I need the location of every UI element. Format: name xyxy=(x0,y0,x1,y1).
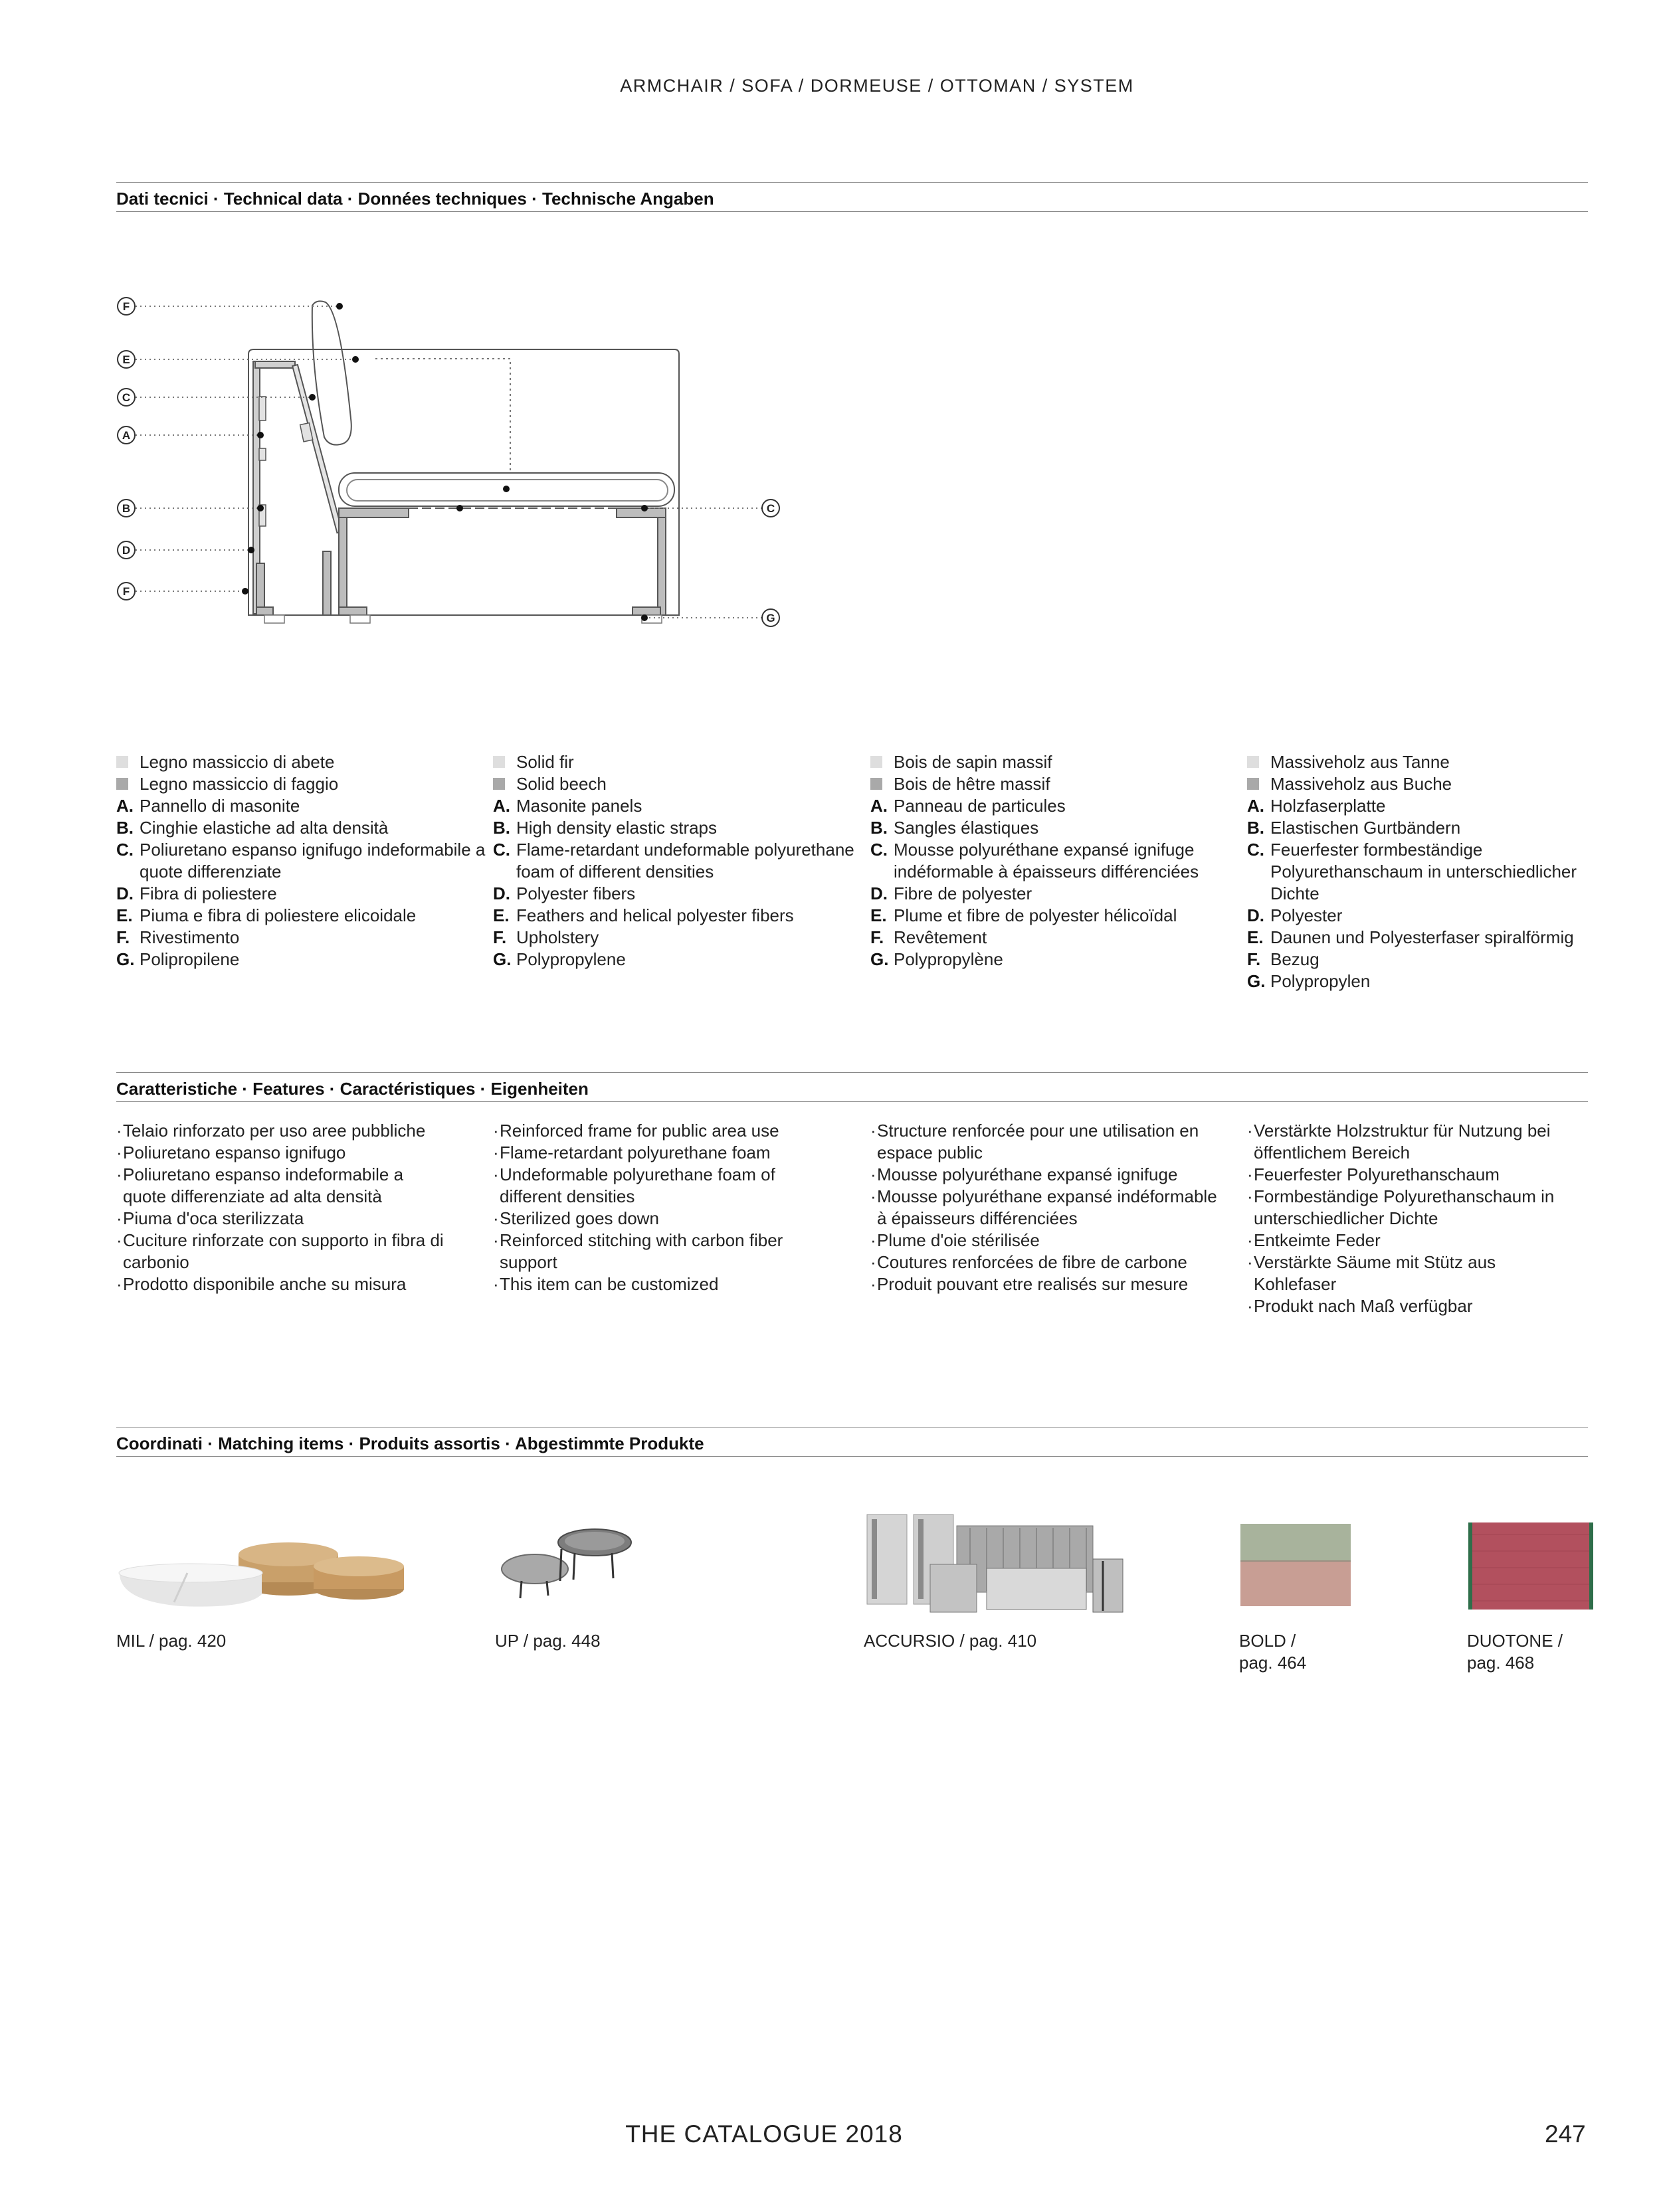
feature-item xyxy=(116,1208,448,1230)
legend-key: B. xyxy=(493,818,510,838)
legend-key: D. xyxy=(1247,905,1264,925)
bullet-icon: · xyxy=(493,1230,499,1250)
matching-item-bold[interactable] xyxy=(1239,1630,1306,1674)
feature-item xyxy=(870,1164,1229,1186)
material-swatch xyxy=(493,756,505,768)
matching-item-up[interactable]: UP / pag. 448 xyxy=(495,1631,601,1651)
material-swatch xyxy=(870,756,882,768)
legend-item xyxy=(116,839,488,883)
feature-text: Flame-retardant polyurethane foam xyxy=(500,1143,771,1162)
feature-text: Feuerfester Polyurethanschaum xyxy=(1254,1164,1500,1184)
legend-key: G. xyxy=(870,949,889,969)
legend-text: Daunen und Polyesterfaser spiralförmig xyxy=(1270,927,1574,947)
material-swatch xyxy=(116,756,128,768)
bullet-icon: · xyxy=(116,1121,122,1141)
legend-key: G. xyxy=(116,949,135,969)
bullet-icon: · xyxy=(870,1121,876,1141)
legend-key: G. xyxy=(493,949,512,969)
legend-item xyxy=(1247,905,1619,927)
legend-item xyxy=(1247,927,1619,949)
section-divider xyxy=(116,211,1588,212)
legend-key: A. xyxy=(493,796,510,816)
diagram-label-c2: C xyxy=(766,502,775,515)
legend-item xyxy=(116,927,488,949)
legend-key: D. xyxy=(116,883,134,903)
feature-item xyxy=(1247,1230,1579,1251)
legend-text: Feathers and helical polyester fibers xyxy=(516,905,794,925)
legend-text: Legno massiccio di abete xyxy=(140,752,335,772)
feature-text: Formbeständige Polyurethanschaum in unterschiedlicher Dichte xyxy=(1254,1186,1555,1228)
legend-item xyxy=(493,927,865,949)
technical-data-title: Dati tecnici · Technical data · Données techniques · Technische Angaben xyxy=(116,189,714,209)
diagram-label-e: E xyxy=(122,353,130,366)
feature-item xyxy=(1247,1120,1579,1164)
feature-item xyxy=(493,1208,825,1230)
bullet-icon: · xyxy=(493,1208,499,1228)
bullet-icon: · xyxy=(493,1274,499,1294)
feature-item xyxy=(116,1120,448,1142)
legend-item xyxy=(870,817,1242,839)
legend-item xyxy=(493,751,865,773)
legend-text: Plume et fibre de polyester hélicoïdal xyxy=(894,905,1177,925)
diagram-label-c: C xyxy=(122,391,131,404)
section-divider xyxy=(116,1072,1588,1073)
legend-item xyxy=(870,773,1242,795)
legend-key: G. xyxy=(1247,971,1266,991)
bullet-icon: · xyxy=(493,1164,499,1184)
legend-key: B. xyxy=(1247,818,1264,838)
legend-text: Pannello di masonite xyxy=(140,796,300,816)
legend-key: A. xyxy=(116,796,134,816)
material-swatch xyxy=(1247,778,1259,790)
legend-text: Legno massiccio di faggio xyxy=(140,774,339,794)
matching-items-title: Coordinati · Matching items · Produits assortis · Abgestimmte Produkte xyxy=(116,1433,704,1453)
feature-text: Prodotto disponibile anche su misura xyxy=(123,1274,407,1294)
feature-item xyxy=(870,1120,1229,1164)
legend-text: Polyester xyxy=(1270,905,1343,925)
product-image-mil[interactable] xyxy=(114,1528,427,1621)
legend-text: Poliuretano espanso ignifugo indeformabile a quote differenziate xyxy=(140,840,486,881)
legend-text: Flame-retardant undeformable polyurethane foam of different densities xyxy=(516,840,854,881)
legend-item xyxy=(1247,751,1619,773)
legend-column xyxy=(493,751,865,970)
legend-item xyxy=(870,751,1242,773)
legend-key: D. xyxy=(493,883,510,903)
matching-item-duotone-page: pag. 468 xyxy=(1467,1653,1535,1673)
feature-text: Entkeimte Feder xyxy=(1254,1230,1381,1250)
bullet-icon: · xyxy=(870,1252,876,1272)
feature-item xyxy=(870,1186,1229,1230)
legend-key: A. xyxy=(1247,796,1264,816)
section-divider xyxy=(116,182,1588,183)
feature-item xyxy=(116,1230,448,1273)
legend-item xyxy=(493,949,865,970)
feature-item xyxy=(493,1273,825,1295)
feature-text: Sterilized goes down xyxy=(500,1208,659,1228)
legend-column xyxy=(1247,751,1619,992)
feature-text: Reinforced stitching with carbon fiber support xyxy=(500,1230,783,1272)
legend-key: C. xyxy=(1247,840,1264,860)
legend-text: Solid beech xyxy=(516,774,607,794)
bullet-icon: · xyxy=(1247,1296,1253,1316)
feature-item xyxy=(493,1120,825,1142)
material-swatch xyxy=(116,778,128,790)
material-swatch xyxy=(493,778,505,790)
feature-item xyxy=(116,1164,448,1208)
legend-item xyxy=(116,773,488,795)
legend-item xyxy=(493,773,865,795)
bullet-icon: · xyxy=(1247,1121,1253,1141)
legend-key: E. xyxy=(870,905,887,925)
feature-item xyxy=(1247,1251,1579,1295)
legend-key: D. xyxy=(870,883,888,903)
legend-item xyxy=(493,795,865,817)
legend-item xyxy=(116,883,488,905)
legend-text: Rivestimento xyxy=(140,927,240,947)
legend-item xyxy=(493,883,865,905)
legend-text: Polypropylene xyxy=(516,949,626,969)
legend-text: Bois de hêtre massif xyxy=(894,774,1050,794)
legend-text: Polipropilene xyxy=(140,949,240,969)
material-swatch xyxy=(870,778,882,790)
legend-text: Piuma e fibra di poliestere elicoidale xyxy=(140,905,417,925)
features-title: Caratteristiche · Features · Caractéristiques · Eigenheiten xyxy=(116,1079,589,1099)
legend-text: Upholstery xyxy=(516,927,599,947)
diagram-label-f2: F xyxy=(122,585,130,598)
product-image-up[interactable] xyxy=(495,1521,641,1621)
legend-item xyxy=(870,949,1242,970)
legend-item xyxy=(1247,773,1619,795)
feature-text: Undeformable polyurethane foam of different densities xyxy=(500,1164,775,1206)
legend-text: Solid fir xyxy=(516,752,574,772)
legend-key: F. xyxy=(870,927,884,947)
matching-item-bold-page: pag. 464 xyxy=(1239,1653,1307,1673)
feature-text: Verstärkte Holzstruktur für Nutzung bei öffentlichem Bereich xyxy=(1254,1121,1551,1162)
legend-text: High density elastic straps xyxy=(516,818,718,838)
feature-text: Poliuretano espanso ignifugo xyxy=(123,1143,346,1162)
features-column xyxy=(1247,1120,1579,1317)
matching-item-duotone[interactable] xyxy=(1467,1630,1563,1674)
legend-column xyxy=(870,751,1242,970)
matching-item-mil[interactable]: MIL / pag. 420 xyxy=(116,1631,227,1651)
diagram-label-a: A xyxy=(122,429,131,442)
diagram-label-b: B xyxy=(122,502,131,515)
bullet-icon: · xyxy=(870,1164,876,1184)
legend-key: F. xyxy=(493,927,507,947)
feature-text: Coutures renforcées de fibre de carbone xyxy=(877,1252,1187,1272)
legend-text: Holzfaserplatte xyxy=(1270,796,1386,816)
legend-text: Sangles élastiques xyxy=(894,818,1039,838)
legend-text: Feuerfester formbeständige Polyurethanschaum in unterschiedlicher Dichte xyxy=(1270,840,1577,903)
legend-text: Revêtement xyxy=(894,927,987,947)
bullet-icon: · xyxy=(1247,1164,1253,1184)
legend-text: Bois de sapin massif xyxy=(894,752,1052,772)
bullet-icon: · xyxy=(870,1186,876,1206)
legend-item xyxy=(870,905,1242,927)
legend-key: E. xyxy=(116,905,133,925)
feature-text: Telaio rinforzato per uso aree pubbliche xyxy=(123,1121,426,1141)
legend-key: A. xyxy=(870,796,888,816)
bullet-icon: · xyxy=(116,1230,122,1250)
legend-key: C. xyxy=(870,840,888,860)
legend-key: E. xyxy=(1247,927,1264,947)
features-column xyxy=(870,1120,1229,1295)
legend-text: Panneau de particules xyxy=(894,796,1066,816)
product-image-accursio[interactable] xyxy=(864,1511,1136,1621)
feature-text: Reinforced frame for public area use xyxy=(500,1121,779,1141)
feature-text: Plume d'oie stérilisée xyxy=(877,1230,1040,1250)
legend-text: Polypropylène xyxy=(894,949,1003,969)
feature-text: Poliuretano espanso indeformabile a quote differenziate ad alta densità xyxy=(123,1164,404,1206)
bullet-icon: · xyxy=(116,1143,122,1162)
feature-text: Verstärkte Säume mit Stütz aus Kohlefaser xyxy=(1254,1252,1496,1294)
sofa-cross-section-diagram xyxy=(106,286,784,644)
feature-item xyxy=(1247,1164,1579,1186)
feature-text: Mousse polyuréthane expansé ignifuge xyxy=(877,1164,1178,1184)
features-column xyxy=(116,1120,448,1295)
legend-item xyxy=(1247,795,1619,817)
legend-text: Masonite panels xyxy=(516,796,642,816)
legend-item xyxy=(1247,949,1619,970)
feature-item xyxy=(116,1142,448,1164)
legend-text: Massiveholz aus Tanne xyxy=(1270,752,1450,772)
footer-catalogue-title: THE CATALOGUE 2018 xyxy=(625,2120,903,2148)
legend-item xyxy=(493,905,865,927)
feature-item xyxy=(870,1273,1229,1295)
legend-item xyxy=(116,795,488,817)
legend-item xyxy=(870,795,1242,817)
bullet-icon: · xyxy=(116,1164,122,1184)
page-number: 247 xyxy=(1545,2120,1586,2148)
bullet-icon: · xyxy=(116,1274,122,1294)
feature-text: Piuma d'oca sterilizzata xyxy=(123,1208,304,1228)
section-divider xyxy=(116,1456,1588,1457)
legend-item xyxy=(1247,970,1619,992)
feature-text: Structure renforcée pour une utilisation en espace public xyxy=(877,1121,1199,1162)
legend-item xyxy=(116,817,488,839)
legend-text: Cinghie elastiche ad alta densità xyxy=(140,818,389,838)
legend-item xyxy=(116,905,488,927)
matching-item-bold-name: BOLD / xyxy=(1239,1631,1296,1651)
legend-item xyxy=(116,949,488,970)
legend-item xyxy=(493,817,865,839)
legend-item xyxy=(116,751,488,773)
matching-item-accursio[interactable]: ACCURSIO / pag. 410 xyxy=(864,1631,1037,1651)
section-divider xyxy=(116,1101,1588,1102)
legend-text: Polypropylen xyxy=(1270,971,1371,991)
product-image-duotone[interactable] xyxy=(1467,1521,1595,1611)
bullet-icon: · xyxy=(493,1143,499,1162)
legend-text: Polyester fibers xyxy=(516,883,636,903)
legend-item xyxy=(1247,839,1619,905)
feature-item xyxy=(116,1273,448,1295)
page-header-category: ARMCHAIR / SOFA / DORMEUSE / OTTOMAN / SYSTEM xyxy=(620,76,1134,96)
legend-key: B. xyxy=(116,818,134,838)
bullet-icon: · xyxy=(1247,1252,1253,1272)
legend-text: Bezug xyxy=(1270,949,1319,969)
diagram-label-f: F xyxy=(122,300,130,313)
feature-item xyxy=(1247,1186,1579,1230)
bullet-icon: · xyxy=(870,1230,876,1250)
legend-text: Fibra di poliestere xyxy=(140,883,277,903)
legend-text: Fibre de polyester xyxy=(894,883,1032,903)
legend-key: E. xyxy=(493,905,510,925)
section-divider xyxy=(116,1427,1588,1428)
legend-key: C. xyxy=(116,840,134,860)
diagram-label-g: G xyxy=(766,612,775,624)
material-swatch xyxy=(1247,756,1259,768)
bullet-icon: · xyxy=(870,1274,876,1294)
legend-text: Mousse polyuréthane expansé ignifuge indéformable à épaisseurs différenciées xyxy=(894,840,1199,881)
legend-key: C. xyxy=(493,840,510,860)
feature-item xyxy=(1247,1295,1579,1317)
feature-item xyxy=(493,1230,825,1273)
feature-item xyxy=(493,1142,825,1164)
bullet-icon: · xyxy=(1247,1186,1253,1206)
legend-item xyxy=(870,927,1242,949)
feature-text: Produit pouvant etre realisés sur mesure xyxy=(877,1274,1189,1294)
legend-key: B. xyxy=(870,818,888,838)
feature-item xyxy=(870,1230,1229,1251)
legend-key: F. xyxy=(1247,949,1261,969)
bullet-icon: · xyxy=(116,1208,122,1228)
feature-item xyxy=(870,1251,1229,1273)
feature-item xyxy=(493,1164,825,1208)
legend-item xyxy=(493,839,865,883)
product-image-bold[interactable] xyxy=(1239,1522,1352,1609)
legend-item xyxy=(870,883,1242,905)
legend-column xyxy=(116,751,488,970)
legend-item xyxy=(870,839,1242,883)
feature-text: Mousse polyuréthane expansé indéformable à épaisseurs différenciées xyxy=(877,1186,1217,1228)
bullet-icon: · xyxy=(1247,1230,1253,1250)
legend-key: F. xyxy=(116,927,130,947)
diagram-label-d: D xyxy=(122,544,131,557)
legend-item xyxy=(1247,817,1619,839)
feature-text: Cuciture rinforzate con supporto in fibra di carbonio xyxy=(123,1230,444,1272)
feature-text: This item can be customized xyxy=(500,1274,719,1294)
bullet-icon: · xyxy=(493,1121,499,1141)
feature-text: Produkt nach Maß verfügbar xyxy=(1254,1296,1473,1316)
legend-text: Elastischen Gurtbändern xyxy=(1270,818,1461,838)
features-column xyxy=(493,1120,825,1295)
matching-item-duotone-name: DUOTONE / xyxy=(1467,1631,1563,1651)
legend-text: Massiveholz aus Buche xyxy=(1270,774,1452,794)
